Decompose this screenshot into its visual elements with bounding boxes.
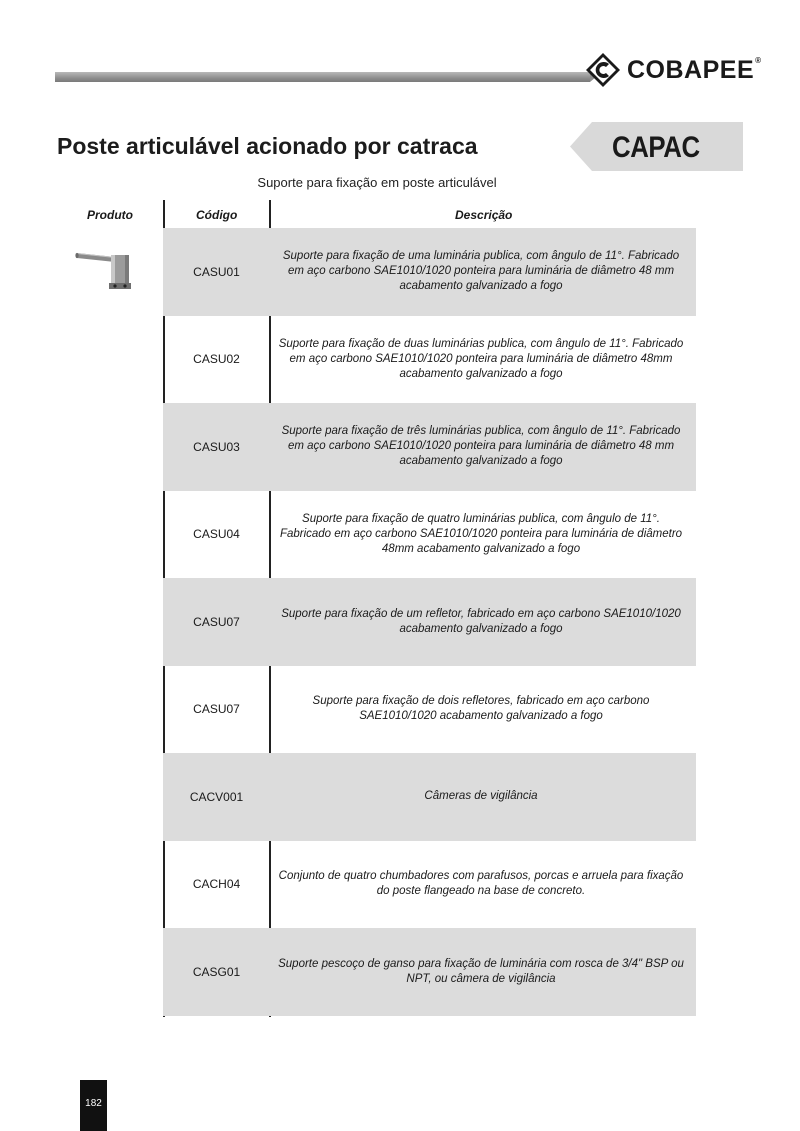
table-row (163, 578, 696, 666)
product-code: CACH04 (192, 877, 241, 892)
product-code: CASU07 (193, 614, 240, 629)
brand-logo (585, 52, 762, 88)
product-description: Suporte para fixação de três luminárias publica, com ângulo de 11°. Fabricado em aço carbono SAE1010/1020 ponteira para luminária de diâmetro 48 mm acabamento galvanizado a fogo (281, 425, 681, 468)
page-title: Poste articulável acionado por catraca (57, 133, 478, 159)
table-row (163, 753, 696, 841)
product-code: CASG01 (192, 964, 241, 979)
page-subtitle: Suporte para fixação em poste articulável (257, 175, 497, 190)
column-header-produto: Produto (87, 208, 133, 222)
table-row (163, 403, 696, 491)
product-description: Suporte pescoço de ganso para fixação de luminária com rosca de 3/4" BSP ou NPT, ou câmera de vigilância (278, 957, 684, 985)
product-code: CASU01 (193, 264, 240, 279)
column-header-descricao: Descrição (455, 208, 513, 222)
product-code: CASU02 (193, 352, 240, 367)
product-description: Câmeras de vigilância (424, 790, 538, 803)
product-description: Conjunto de quatro chumbadores com parafusos, porcas e arruela para fixação do poste flangeado na base de concreto. (278, 870, 684, 898)
table-row (163, 928, 696, 1016)
category-tag-label: CAPAC (612, 131, 700, 164)
product-description: Suporte para fixação de um refletor, fabricado em aço carbono SAE1010/1020 acabamento galvanizado a fogo (281, 607, 681, 635)
cobapee-logo-icon (585, 52, 621, 88)
category-tag (570, 122, 743, 171)
product-code: CACV001 (189, 789, 244, 804)
page-number: 182 (85, 1098, 102, 1109)
product-code: CASU07 (193, 702, 240, 717)
table-row (163, 666, 696, 754)
table-row (163, 841, 696, 929)
table-row (163, 228, 696, 316)
product-description: Suporte para fixação de dois refletores, fabricado em aço carbono SAE1010/1020 acabamento galvanizado a fogo (312, 695, 650, 723)
table-row (163, 491, 696, 579)
brand-name: COBAPEE® (627, 55, 762, 84)
header-rule (55, 72, 590, 82)
product-table (163, 228, 696, 1016)
product-description: Suporte para fixação de quatro luminárias publica, com ângulo de 11°. Fabricado em aço carbono SAE1010/1020 ponteira para luminária de diâmetro 48mm acabamento galvanizado a fogo (279, 512, 683, 555)
column-header-codigo: Código (196, 208, 238, 222)
product-code: CASU04 (193, 527, 240, 542)
product-description: Suporte para fixação de duas luminárias publica, com ângulo de 11°. Fabricado em aço carbono SAE1010/1020 ponteira para luminária de diâmetro 48mm acabamento galvanizado a fogo (278, 337, 684, 380)
table-row (163, 316, 696, 404)
product-code: CASU03 (193, 439, 240, 454)
product-image (75, 245, 135, 295)
page-number-box (80, 1080, 107, 1131)
product-description: Suporte para fixação de uma luminária publica, com ângulo de 11°. Fabricado em aço carbono SAE1010/1020 ponteira para luminária de diâmetro 48 mm acabamento galvanizado a fogo (282, 250, 680, 293)
